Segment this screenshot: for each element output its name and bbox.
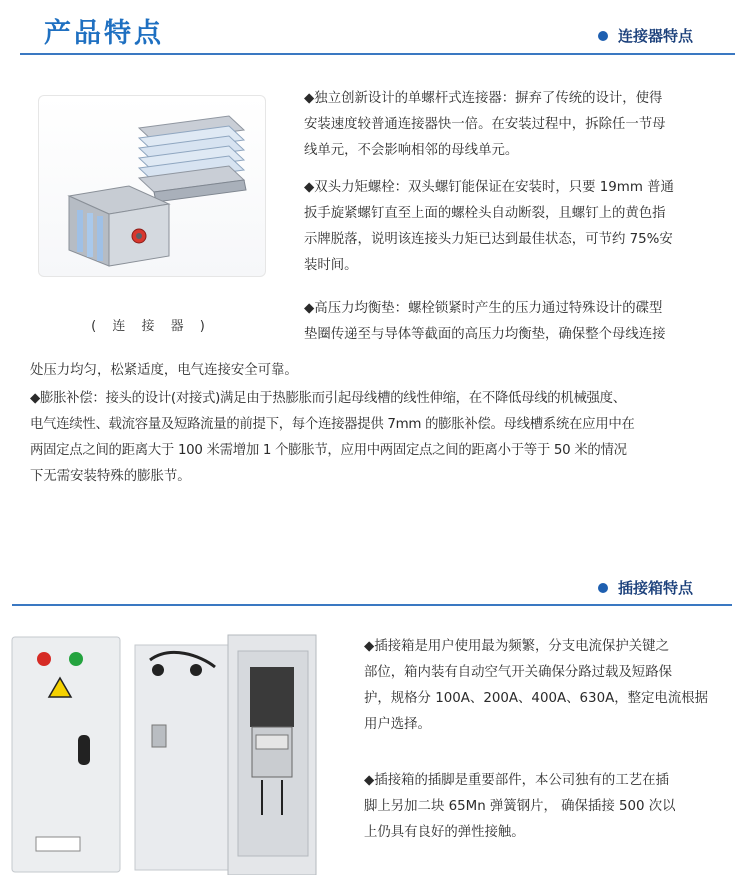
text-line: ◆插接箱的插脚是重要部件，本公司独有的工艺在插 bbox=[364, 773, 669, 788]
text-line: 扳手旋紧螺钉直至上面的螺栓头自动断裂，且螺钉上的黄色指 bbox=[304, 206, 666, 221]
text-line: 两固定点之间的距离大于 100 米需增加 1 个膨胀节，应用中两固定点之间的距离小于等于 50 米的情况 bbox=[30, 443, 627, 458]
bullet-dot-icon bbox=[598, 583, 608, 593]
lower-housing bbox=[69, 186, 169, 266]
plugbox-para-2 bbox=[364, 768, 736, 846]
plugbox-photo bbox=[0, 615, 335, 875]
text-line: ◆膨胀补偿：接头的设计(对接式)满足由于热膨胀而引起母线槽的线性伸缩，在不降低母线的机械强度、 bbox=[30, 391, 626, 406]
connector-para-3 bbox=[304, 296, 724, 348]
text-line: 示牌脱落，说明该连接头力矩已达到最佳状态，可节约 75%安 bbox=[304, 232, 673, 247]
text-line: 电气连续性、载流容量及短路流量的前提下，每个连接器提供 7mm 的膨胀补偿。母线槽系统在应用中在 bbox=[30, 417, 635, 432]
closed-cabinet bbox=[12, 637, 120, 872]
text-line: ◆双头力矩螺栓：双头螺钉能保证在安装时，只要 19mm 普通 bbox=[304, 180, 674, 195]
text-line: 垫圈传递至与导体等截面的高压力均衡垫，确保整个母线连接 bbox=[304, 327, 666, 342]
text-line: 下无需安装特殊的膨胀节。 bbox=[30, 469, 191, 484]
text-line: ◆独立创新设计的单螺杆式连接器：摒弃了传统的设计，使得 bbox=[304, 91, 663, 106]
connector-para-3-cont bbox=[30, 358, 730, 384]
plugbox-para-1 bbox=[364, 634, 736, 738]
section-label-connector bbox=[598, 26, 693, 46]
section-label-connector-text: 连接器特点 bbox=[618, 27, 694, 45]
text-line: 装时间。 bbox=[304, 258, 358, 273]
plugbox-illustration-icon bbox=[0, 615, 335, 875]
page-title: 产品特点 bbox=[44, 18, 164, 49]
text-line: 线单元，不会影响相邻的母线单元。 bbox=[304, 143, 519, 158]
section-rule bbox=[12, 604, 732, 606]
open-cabinet bbox=[135, 635, 316, 875]
connector-illustration-icon bbox=[39, 96, 265, 276]
upper-plate-stack bbox=[139, 116, 246, 202]
text-line: 部位，箱内装有自动空气开关确保分路过载及短路保 bbox=[364, 665, 672, 680]
connector-para-4 bbox=[30, 386, 735, 490]
text-line: 上仍具有良好的弹性接触。 bbox=[364, 825, 525, 840]
text-line: 用户选择。 bbox=[364, 717, 431, 732]
header-rule bbox=[20, 53, 735, 55]
section-label-plugbox bbox=[598, 578, 693, 598]
connector-para-1 bbox=[304, 86, 724, 164]
connector-caption: ( 连 接 器 ) bbox=[91, 319, 211, 334]
bullet-dot-icon bbox=[598, 31, 608, 41]
text-line: 安装速度较普通连接器快一倍。在安装过程中，拆除任一节母 bbox=[304, 117, 666, 132]
text-line: 脚上另加二块 65Mn 弹簧钢片， 确保插接 500 次以 bbox=[364, 799, 676, 814]
text-line: 处压力均匀，松紧适度，电气连接安全可靠。 bbox=[30, 363, 298, 378]
connector-para-2 bbox=[304, 175, 724, 279]
text-line: ◆插接箱是用户使用最为频繁，分支电流保护关键之 bbox=[364, 639, 669, 654]
section-label-plugbox-text: 插接箱特点 bbox=[618, 579, 694, 597]
connector-image bbox=[38, 95, 266, 277]
text-line: 护，规格分 100A、200A、400A、630A，整定电流根据 bbox=[364, 691, 708, 706]
text-line: ◆高压力均衡垫：螺栓锁紧时产生的压力通过特殊设计的碟型 bbox=[304, 301, 663, 316]
